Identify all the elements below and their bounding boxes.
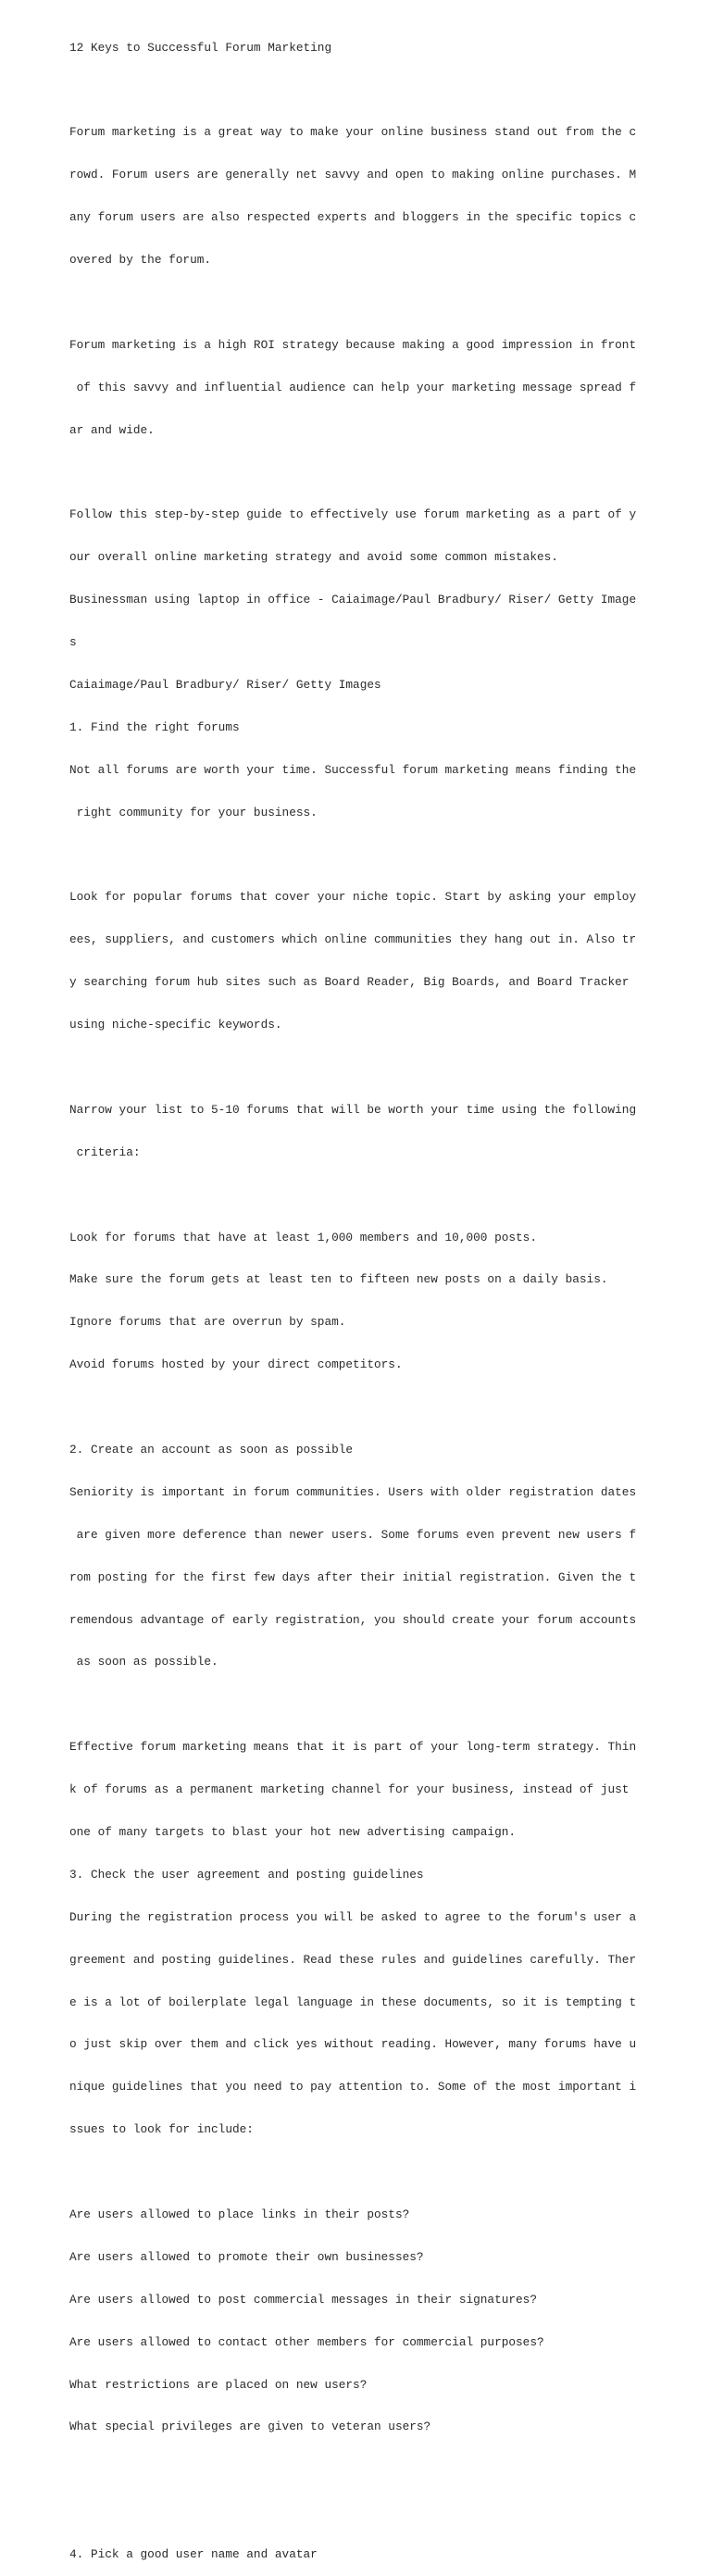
list-item: What special privileges are given to veteran users? [69,2420,431,2434]
text-line [69,1060,636,1074]
text-line: using niche-specific keywords. [69,1018,282,1032]
text-line [69,1697,636,1711]
text-line: remendous advantage of early registration, you should create your forum accounts [69,1612,637,1627]
list-item: Avoid forums hosted by your direct competitors. [69,1357,403,1372]
text-line: o just skip over them and click yes without reading. However, many forums have u [69,2037,637,2052]
text-line: Narrow your list to 5-10 forums that will be worth your time using the following [69,1102,637,1117]
list-item: Look for forums that have at least 1,000 members and 10,000 posts. [69,1230,537,1244]
image-caption: Businessman using laptop in office - Caiaimage/Paul Bradbury/ Riser/ Getty Image [69,593,637,607]
section-heading: 4. Pick a good user name and avatar [69,2547,318,2562]
text-line [69,2462,636,2476]
text-line: Not all forums are worth your time. Successful forum marketing means finding the [69,762,637,777]
text-line: Seniority is important in forum communities. Users with older registration dates [69,1484,637,1499]
section-heading: 3. Check the user agreement and posting guidelines [69,1867,424,1882]
text-line: Follow this step-by-step guide to effectively use forum marketing as a part of y [69,507,637,522]
text-line [69,295,636,309]
list-item: What restrictions are placed on new users? [69,2377,368,2392]
text-line [69,1400,636,1414]
text-line: are given more deference than newer users. Some forums even prevent new users f [69,1527,637,1542]
list-item: Make sure the forum gets at least ten to fifteen new posts on a daily basis. [69,1272,608,1287]
text-line: Forum marketing is a high ROI strategy because making a good impression in front [69,337,637,352]
text-line: greement and posting guidelines. Read these rules and guidelines carefully. Ther [69,1952,637,1967]
section-heading: 2. Create an account as soon as possible [69,1442,354,1457]
text-line: During the registration process you will be asked to agree to the forum's user a [69,1909,637,1924]
text-line: our overall online marketing strategy and avoid some common mistakes. [69,550,558,565]
text-line: Effective forum marketing means that it is part of your long-term strategy. Thin [69,1740,637,1755]
text-line: nique guidelines that you need to pay attention to. Some of the most important i [69,2080,637,2095]
text-line: any forum users are also respected experts and bloggers in the specific topics c [69,210,637,225]
text-line: y searching forum hub sites such as Board Reader, Big Boards, and Board Tracker [69,975,630,990]
section-heading: 1. Find the right forums [69,719,240,734]
text-line [69,466,636,480]
text-line: e is a lot of boilerplate legal language in these documents, so it is tempting t [69,1995,637,2009]
text-line: Forum marketing is a great way to make your online business stand out from the c [69,125,637,140]
document-text [69,12,636,2576]
text-line [69,848,636,862]
list-item: Are users allowed to post commercial messages in their signatures? [69,2292,537,2307]
text-line [69,82,636,96]
text-line [69,2505,636,2519]
image-credit: Caiaimage/Paul Bradbury/ Riser/ Getty Images [69,677,381,692]
text-line: rowd. Forum users are generally net savvy and open to making online purchases. M [69,168,637,182]
text-line: ees, suppliers, and customers which online communities they hang out in. Also tr [69,932,637,947]
text-line: Look for popular forums that cover your niche topic. Start by asking your employ [69,890,637,905]
text-line: k of forums as a permanent marketing channel for your business, instead of just [69,1782,630,1797]
text-line [69,1188,636,1202]
text-line: overed by the forum. [69,253,212,268]
list-item: Are users allowed to place links in their posts? [69,2207,410,2222]
text-line: ssues to look for include: [69,2122,254,2137]
text-line: one of many targets to blast your hot new advertising campaign. [69,1825,517,1839]
document-title: 12 Keys to Successful Forum Marketing [69,40,332,55]
list-item: Are users allowed to contact other members for commercial purposes? [69,2334,544,2349]
text-line: rom posting for the first few days after their initial registration. Given the t [69,1569,637,1584]
text-line: as soon as possible. [69,1655,218,1669]
text-line [69,2165,636,2179]
text-line: of this savvy and influential audience can help your marketing message spread f [69,380,637,394]
text-line: right community for your business. [69,805,318,819]
text-line: ar and wide. [69,422,155,437]
text-line: criteria: [69,1144,141,1159]
list-item: Ignore forums that are overrun by spam. [69,1315,346,1330]
image-caption: s [69,635,77,650]
list-item: Are users allowed to promote their own businesses? [69,2249,424,2264]
